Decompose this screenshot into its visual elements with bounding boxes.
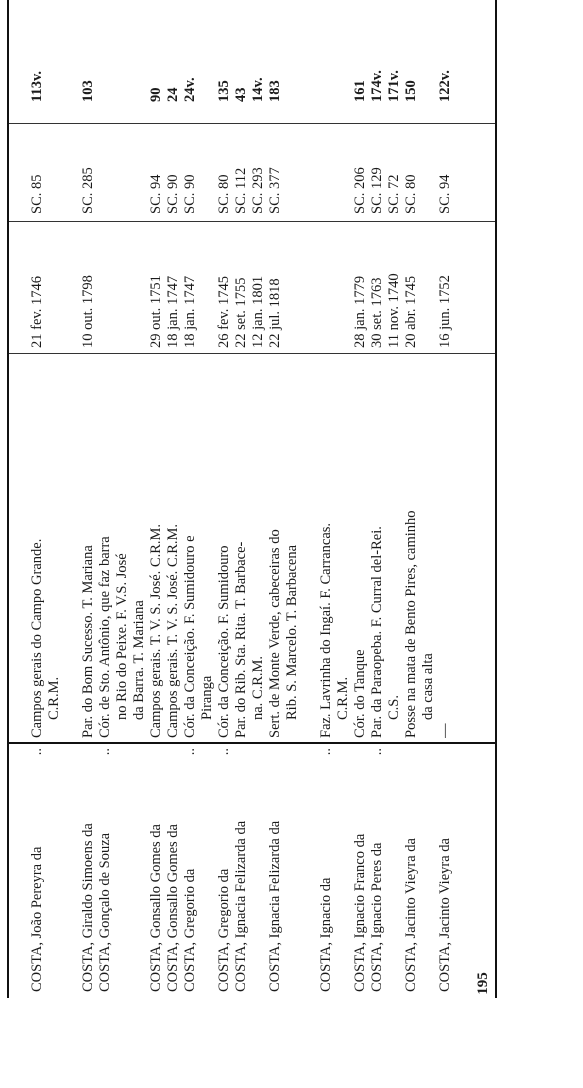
entry-name [369,748,386,992]
code-text: SC. 129 [369,167,385,214]
entry-line [199,0,216,998]
place-text: da casa alta [420,653,436,720]
entry-name-text: COSTA, Gonsallo Gomes da [148,824,164,992]
place-text: no Rio do Peixe. F. V.S. José [114,553,130,720]
entry-name [233,748,250,992]
date-text: 10 out. 1798 [80,275,96,348]
entry-name-text: COSTA, Ignacio Peres da [369,842,385,992]
entry-line [437,0,454,998]
entry-name-text: COSTA, Gonsallo Gomes da [165,824,181,992]
entry-name [318,748,335,992]
entry-name [97,748,114,992]
leader-space [80,748,97,823]
leader-space [267,748,284,821]
leader-space [318,755,335,877]
code-text: SC. 112 [233,167,249,214]
entry-line [335,0,352,998]
leader-dots: .. [369,748,385,756]
leader-space [165,748,182,824]
entry-line [386,0,403,998]
date-text: 22 set. 1755 [233,277,249,348]
place-text: Cór. do Tanque [352,649,368,738]
place-text: C.S. [386,695,402,720]
entry-line [250,0,267,998]
entry-name [267,748,284,992]
leader-dots: .. [182,748,198,756]
entry-name [165,748,182,992]
leader-space [352,748,369,834]
index-entry [165,0,182,998]
entry-name [437,748,454,992]
entry-name [80,748,97,992]
index-table [7,0,497,998]
index-entry [148,0,165,998]
entry-name-text: COSTA, Gregorio da [182,868,198,992]
entry-name-text: COSTA, Jacinto Vieyra da [437,838,453,992]
entry-name [29,748,46,992]
leader-space [182,755,199,868]
entry-line [352,0,369,998]
index-entry [403,0,437,998]
date-text: 28 jan. 1779 [352,275,368,348]
place-text: Sert. de Monte Verde, cabeceiras do [267,529,283,738]
date-text: 21 fev. 1746 [29,276,45,348]
entry-name-text: COSTA, Ignacia Felizarda da [233,820,249,992]
index-entry [369,0,403,998]
place-text: C.R.M. [46,676,62,720]
place-text: da Barra. T. Mariana [131,600,147,720]
leader-dots: .. [97,748,113,756]
entry-name [352,748,369,992]
entry-name [216,748,233,992]
date-text: 11 nov. 1740 [386,273,402,348]
folio-text: 135 [216,80,232,102]
place-text: Cór. da Conceição. F. Sumidouro e [182,535,198,738]
entry-name [403,748,420,992]
code-text: SC. 94 [437,174,453,214]
entry-line [284,0,301,998]
entry-name-text: COSTA, Ignacio da [318,877,334,992]
folio-text: 43 [233,87,249,102]
entry-name-text: COSTA, Jacinto Vieyra da [403,838,419,992]
page-number: 195 [474,972,491,995]
place-text: Rib. S. Marcelo. T. Barbacena [284,544,300,720]
index-entry [216,0,233,998]
index-entry [437,0,454,998]
place-text: Cór. da Conceição. F. Sumidouro [216,545,232,738]
entry-line [403,0,420,998]
entry-line [369,0,386,998]
leader-space [437,748,454,838]
folio-text: 103 [80,80,96,102]
leader-space [233,748,250,821]
leader-space [148,748,165,824]
index-entry [182,0,216,998]
code-text: SC. 206 [352,167,368,214]
code-text: SC. 85 [29,174,45,214]
code-text: SC. 377 [267,167,283,214]
date-text: 20 abr. 1745 [403,275,419,348]
folio-text: 24 [165,87,181,102]
index-entry [352,0,369,998]
folio-text: 171v. [386,70,402,102]
bottom-rule [495,0,497,998]
leader-space [97,755,114,833]
place-text: — [437,723,453,738]
code-text: SC. 90 [182,174,198,214]
place-text: Cór. de Sto. Antônio, que faz barra [97,536,113,738]
entry-line [182,0,199,998]
entry-name-text: COSTA, João Pereyra da [29,846,45,992]
folio-text: 14v. [250,77,266,102]
entry-line [318,0,335,998]
date-text: 18 jan. 1747 [182,275,198,348]
leader-dots: .. [29,748,45,756]
date-text: 22 jul. 1818 [267,278,283,348]
leader-space [29,755,46,846]
entry-line [148,0,165,998]
entry-line [420,0,437,998]
entry-line [46,0,63,998]
entry-line [80,0,97,998]
entry-name-text: COSTA, Gonçalo de Souza [97,832,113,992]
entry-line [131,0,148,998]
date-text: 30 set. 1763 [369,277,385,348]
code-text: SC. 80 [403,174,419,214]
date-text: 26 fev. 1745 [216,276,232,348]
folio-text: 113v. [29,70,45,102]
leader-dots: .. [318,748,334,756]
leader-dots: .. [216,748,232,756]
top-rule [7,0,9,998]
code-text: SC. 285 [80,167,96,214]
folio-text: 161 [352,80,368,102]
index-entry [233,0,267,998]
place-text: Par. do Rib. Sta. Rita. T. Barbace- [233,541,249,738]
place-text: Par. da Paraopeba. F. Curral del-Rei. [369,526,385,738]
entry-name-text: COSTA, Ignacia Felizarda da [267,820,283,992]
place-text: Campos gerais. T. V. S. José. C.R.M. [165,523,181,738]
folio-text: 174v. [369,70,385,102]
index-entry [29,0,63,998]
place-text: na. C.R.M. [250,655,266,720]
code-text: SC. 293 [250,167,266,214]
folio-text: 150 [403,80,419,102]
place-text: Posse na mata de Bento Pires, caminho [403,510,419,738]
entry-line [216,0,233,998]
leader-space [216,755,233,868]
folio-text: 24v. [182,77,198,102]
entry-line [29,0,46,998]
place-text: Par. do Bom Sucesso. T. Mariana [80,545,96,738]
folio-text: 122v. [437,70,453,102]
date-text: 16 jun. 1752 [437,275,453,348]
index-entry [97,0,148,998]
date-text: 12 jan. 1801 [250,275,266,348]
folio-text: 183 [267,80,283,102]
entry-name [182,748,199,992]
place-text: Campos gerais. T. V. S. José. C.R.M. [148,523,164,738]
place-text: Faz. Lavrinha do Ingaí. F. Carrancas. [318,522,334,738]
entry-name [148,748,165,992]
place-text: Piranga [199,675,215,720]
leader-space [369,755,386,842]
code-text: SC. 90 [165,174,181,214]
entry-line [97,0,114,998]
entry-name-text: COSTA, Gregorio da [216,868,232,992]
date-text: 18 jan. 1747 [165,275,181,348]
index-entry [318,0,352,998]
code-text: SC. 80 [216,174,232,214]
leader-space [403,748,420,838]
folio-text: 90 [148,87,164,102]
entry-name-text: COSTA, Giraldo Simoens da [80,823,96,992]
code-text: SC. 94 [148,174,164,214]
date-text: 29 out. 1751 [148,275,164,348]
entry-line [165,0,182,998]
place-text: C.R.M. [335,676,351,720]
entry-line [267,0,284,998]
index-entry [267,0,301,998]
entry-line [114,0,131,998]
code-text: SC. 72 [386,174,402,214]
entry-line [233,0,250,998]
entry-name-text: COSTA, Ignacio Franco da [352,833,368,992]
index-entry [80,0,97,998]
place-text: Campos gerais do Campo Grande. [29,538,45,738]
